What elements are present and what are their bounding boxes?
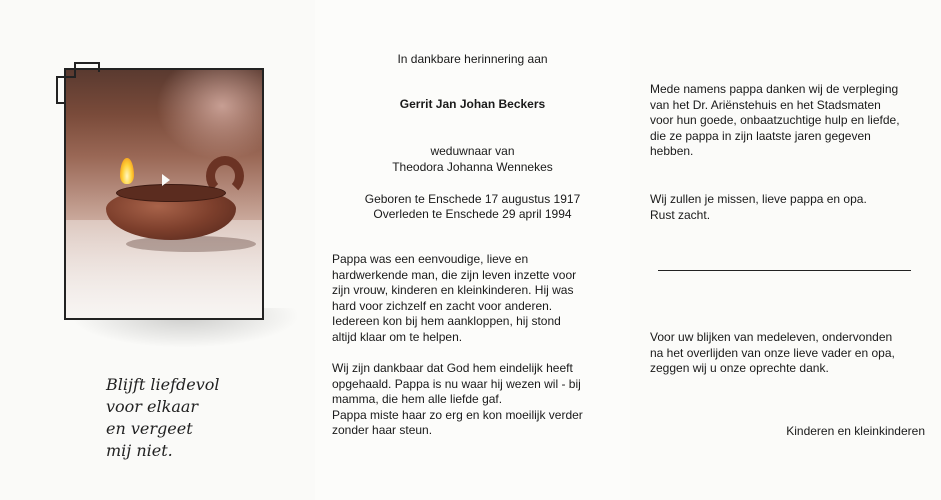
text-line: Wij zullen je missen, lieve pappa en opa. — [650, 192, 867, 206]
text-line: zonder haar steun. — [332, 423, 433, 437]
text-line: Voor uw blijken van medeleven, ondervonden — [650, 330, 893, 344]
death-line: Overleden te Enschede 29 april 1994 — [373, 207, 572, 221]
farewell-paragraph — [650, 192, 940, 223]
divider-line — [658, 270, 911, 271]
text-line: altijd klaar om te helpen. — [332, 329, 463, 344]
text-line: van het Dr. Ariënstehuis en het Stadsmaten — [650, 97, 881, 112]
thanks-sympathy-paragraph — [650, 330, 940, 377]
text-line: Rust zacht. — [650, 207, 711, 222]
spouse-name: Theodora Johanna Wennekes — [392, 160, 553, 174]
flame-icon — [120, 158, 134, 184]
thanks-care-paragraph — [650, 82, 940, 160]
text-line: Iedereen kon bij hem aankloppen, hij stond — [332, 314, 561, 328]
text-line: zeggen wij u onze oprechte dank. — [650, 361, 829, 375]
text-line: Mede namens pappa danken wij de verpleging — [650, 82, 899, 96]
text-line: hard voor zichzelf en zacht voor anderen. — [332, 298, 553, 313]
text-line: mamma, die hem alle liefde gaf. — [332, 392, 503, 406]
text-line: hardwerkende man, die zijn leven inzette voor — [332, 267, 577, 282]
poem-line: voor elkaar — [106, 397, 199, 416]
triangle-mark-icon — [162, 174, 170, 186]
signoff: Kinderen en kleinkinderen — [786, 424, 925, 438]
deceased-name: Gerrit Jan Johan Beckers — [399, 97, 546, 111]
text-line: Wij zijn dankbaar dat God hem eindelijk heeft — [332, 361, 573, 375]
poem-line: Blijft liefdevol — [106, 375, 220, 394]
life-paragraph — [332, 252, 622, 345]
photo — [64, 68, 264, 320]
gratitude-paragraph — [332, 361, 622, 439]
widower-label: weduwnaar van — [430, 144, 515, 158]
text-line: na het overlijden van onze lieve vader en opa, — [650, 345, 895, 360]
poem-line: en vergeet — [106, 419, 193, 438]
birth-line: Geboren te Enschede 17 augustus 1917 — [364, 192, 581, 206]
text-line: opgehaald. Pappa is nu waar hij wezen wil - bij — [332, 376, 581, 391]
right-panel — [630, 0, 941, 500]
text-line: zijn vrouw, kinderen en kleinkinderen. Hij was — [332, 283, 574, 297]
text-line: Pappa was een eenvoudige, lieve en — [332, 252, 529, 266]
middle-panel — [315, 0, 630, 500]
text-line: Pappa miste haar zo erg en kon moeilijk verder — [332, 407, 583, 422]
left-panel — [0, 0, 315, 500]
intro-text: In dankbare herinnering aan — [397, 52, 548, 66]
text-line: voor hun goede, onbaatzuchtige hulp en liefde, — [650, 113, 900, 127]
oil-lamp-picture — [52, 58, 272, 328]
poem-line: mij niet. — [106, 441, 173, 460]
text-line: hebben. — [650, 144, 694, 158]
text-line: die ze pappa in zijn laatste jaren gegeven — [650, 128, 871, 143]
poem — [106, 374, 296, 462]
